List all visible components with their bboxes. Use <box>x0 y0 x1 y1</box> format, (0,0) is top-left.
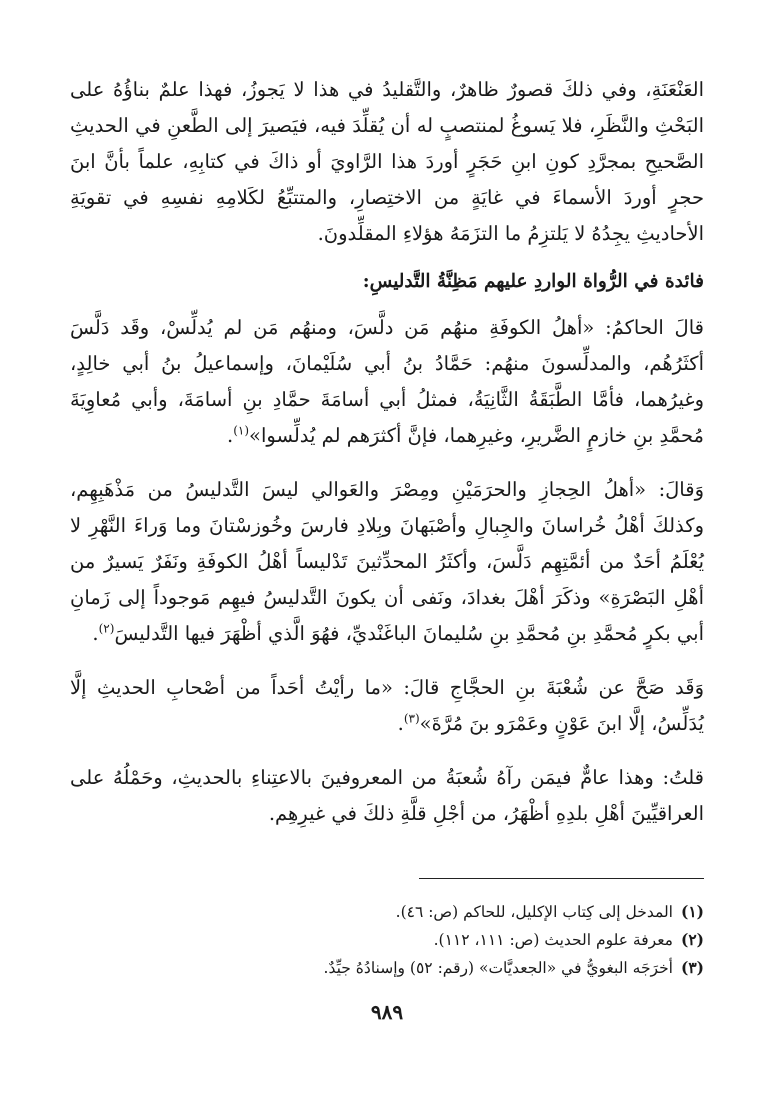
paragraph-4-text: وَقَد صَحَّ عن شُعْبَةَ بنِ الحجَّاجِ قالَ: «ما رأيْتُ أحَداً من أصْحابِ الحديثِ إلَّا يُدَلِّسُ، إلَّا ابنَ عَوْنٍ وعَمْرَو بنَ مُرَّةَ» <box>70 676 704 735</box>
paragraph-3 <box>70 472 704 652</box>
paragraph-1: العَنْعَنَةِ، وفي ذلكَ قصورٌ ظاهرٌ، والتَّقليدُ في هذا لا يَجوزُ، فهذا علمٌ بناؤُهُ على البَحْثِ والنَّظَرِ، فلا يَسوغُ لمنتصبٍ له أن يُقلِّدَ فيه، فيَصيرَ إلى الطَّعنِ في الحديثِ الصَّحيحِ بمجرَّدِ كونِ ابنِ حَجَرٍ أوردَ هذا الرَّاويَ أو ذاكَ في كتابِهِ، علماً بأنَّ ابنَ حجرٍ أوردَ الأسماءَ في غايَةٍ من الاختِصارِ، والمتتبِّعُ لكَلامِهِ نفسِهِ في تقويَةِ الأحاديثِ يجِدُهُ لا يَلتزِمُ ما التزَمَهُ هؤلاءِ المقلِّدونَ. <box>70 78 704 245</box>
paragraph-3-text: وَقالَ: «أهلُ الحِجازِ والحرَمَيْنِ ومِصْرَ والعَوالي ليسَ التَّدليسُ من مَذْهَبِهِم، وكذلكَ أهْلُ خُراسانَ والجِبالِ وأصْبَهانَ وبِلادِ فارسَ وخُوزسْتانَ وما وَراءَ النَّهْرِ لا يُعْلَمُ أحَدٌ من أئمَّتِهِم دَلَّسَ، وأكثَرُ المحدِّثينَ تَدْليساً أهْلُ الكوفَةِ ونَفَرٌ يَسيرٌ من أهْلِ البَصْرَةِ» وذكَرَ أهْلَ بغدادَ، ونَفى أن يكونَ التَّدليسُ فيهِم مَوجوداً إلى زَمانِ أبي بكرٍ مُحمَّدِ بنِ مُحمَّدِ بنِ سُليمانَ الباغَنْديِّ، فهُوَ الَّذي أظْهَرَ فيها التَّدليسَ <box>70 478 704 645</box>
footnote-item <box>70 954 704 982</box>
footnote-text: أخرَجَه البغويُّ في «الجعديَّات» (رقم: ٥٢) وإسنادُهُ جيِّدٌ. <box>323 959 673 977</box>
paragraph-3-tail: . <box>92 622 99 645</box>
paragraph-2-tail: . <box>226 424 234 447</box>
footnotes <box>70 898 704 982</box>
page-number: ٩٨٩ <box>370 1000 404 1024</box>
footnote-item <box>70 898 704 926</box>
footnote-number: (٢) <box>680 930 704 949</box>
book-page <box>70 72 704 1060</box>
footnote-ref-3[interactable]: (٣) <box>403 711 420 726</box>
footnote-text: المدخل إلى كِتاب الإكليل، للحاكم (ص: ٤٦). <box>395 903 673 921</box>
paragraph-2 <box>70 310 704 454</box>
paragraph-2-text: قالَ الحاكمُ: «أهلُ الكوفَةِ منهُم مَن دلَّسَ، ومنهُم مَن لم يُدلِّسْ، وقَد دَلَّسَ أكثَرُهُم، والمدلِّسونَ منهُم: حَمَّادُ بنُ أبي سُلَيْمانَ، وإسماعيلُ بنُ أبي خالِدٍ، وغيرُهما، فأمَّا الطَّبَقَةُ الثَّانِيَةُ، فمثلُ أبي أسامَةَ حمَّادِ بنِ أسامَةَ، وأبي مُعاوِيَةَ مُحمَّدِ بنِ خازمٍ الضَّريرِ، وغيرِهما، فإنَّ أكثرَهم لم يُدلِّسوا» <box>70 316 704 447</box>
paragraph-5: قلتُ: وهذا عامٌّ فيمَن رآهُ شُعبَةُ من المعروفينَ بالاعتِناءِ بالحديثِ، وحَمْلُهُ على العراقيِّينَ أهْلِ بلدِهِ أظْهَرُ، من أجْلِ قلَّةِ ذلكَ في غيرِهِم. <box>70 766 704 825</box>
footnote-ref-1[interactable]: (١) <box>233 423 250 438</box>
footnote-number: (٣) <box>680 958 704 977</box>
footnote-divider <box>419 878 704 879</box>
footnote-number: (١) <box>680 902 704 921</box>
paragraph-4 <box>70 670 704 742</box>
footnote-text: معرفة علوم الحديث (ص: ١١١، ١١٢). <box>433 931 673 949</box>
paragraph-4-tail: . <box>397 712 404 735</box>
section-heading: فائدة في الرُّواة الواردِ عليهم مَظِنَّةُ التَّدليسِ: <box>362 271 704 292</box>
footnote-item <box>70 926 704 954</box>
footnote-ref-2[interactable]: (٢) <box>98 621 115 636</box>
